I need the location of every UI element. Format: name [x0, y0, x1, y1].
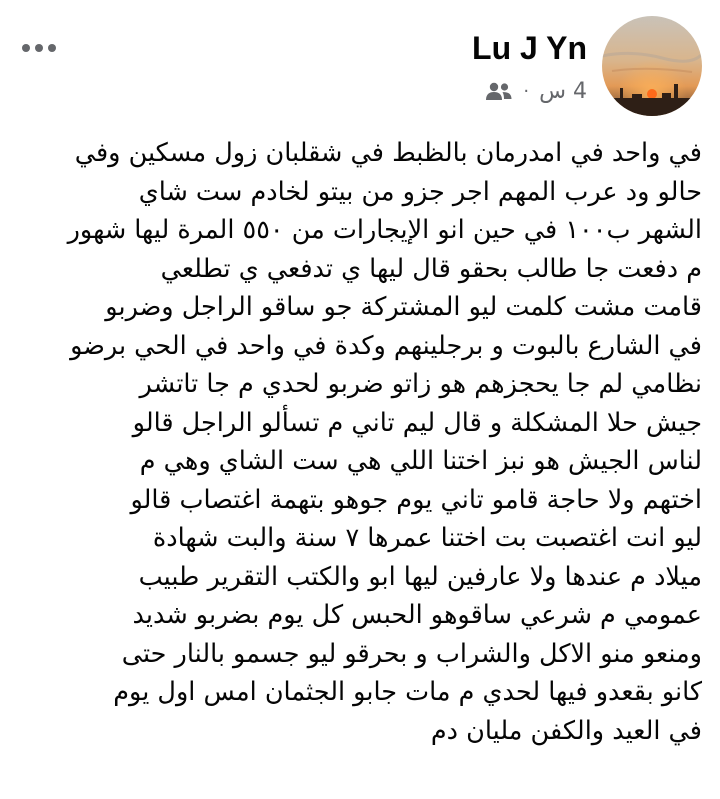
more-dot	[22, 44, 30, 52]
post-line: الشهر ب١٠٠ في حين انو الإيجارات من ٥٥٠ المرة ليها شهور	[67, 215, 702, 245]
post-meta	[485, 76, 587, 106]
post-line: اختهم ولا حاجة قامو تاني يوم جوهو بتهمة اغتصاب قالو	[130, 484, 702, 515]
post-body-text	[12, 134, 702, 750]
post-line: ومنعو منو الاكل والشراب و بحرقو ليو جسمو بالنار حتى	[121, 638, 702, 669]
post-line: ميلاد م عندها ولا عارفين ليها ابو والكتب التقرير طبيب	[138, 561, 702, 592]
post-line: في الشارع بالبوت و برجلينهم وكدة في واحد في الحي برضو	[70, 330, 702, 361]
author-name[interactable]: Lu J Yn	[472, 30, 587, 66]
sunset-avatar-image	[602, 16, 702, 116]
post-line: عمومي م شرعي ساقوهو الحبس كل يوم بضربو شديد	[132, 600, 702, 630]
post-line: حالو ود عرب المهم اجر جزو من بيتو لخادم ست شاي	[138, 176, 702, 207]
post-line: لناس الجيش هو نبز اختنا اللي هي ست الشاي وهي م	[139, 446, 702, 476]
more-dot	[35, 44, 43, 52]
post-line: في واحد في امدرمان بالظبط في شقلبان زول مسكين وفي	[74, 138, 702, 168]
post-header	[0, 0, 720, 125]
avatar[interactable]	[602, 16, 702, 116]
post-line: كانو بقعدو فيها لحدي م مات جابو الجثمان امس اول يوم	[113, 677, 702, 707]
post-line: ليو انت اغتصبت بت اختنا عمرها ٧ سنة والبت شهادة	[152, 523, 702, 553]
meta-separator: ·	[523, 80, 530, 102]
post-line: جيش حلا المشكلة و قال ليم تاني م تسألو الراجل قالو	[132, 407, 702, 438]
more-dot	[48, 44, 56, 52]
more-options-icon[interactable]	[22, 36, 62, 60]
post-line: نظامي لم جا يحجزهم هو زاتو ضربو لحدي م جا تاتشر	[139, 369, 702, 399]
friends-icon[interactable]	[485, 81, 513, 101]
post-line: م دفعت جا طالب بحقو قال ليها ي تدفعي ي تطلعي	[160, 253, 702, 284]
post-line: قامت مشت كلمت ليو المشتركة جو ساقو الراجل وضربو	[105, 292, 702, 322]
post-timestamp[interactable]: 4 س	[539, 78, 587, 104]
post-line: في العيد والكفن مليان دم	[430, 715, 702, 746]
